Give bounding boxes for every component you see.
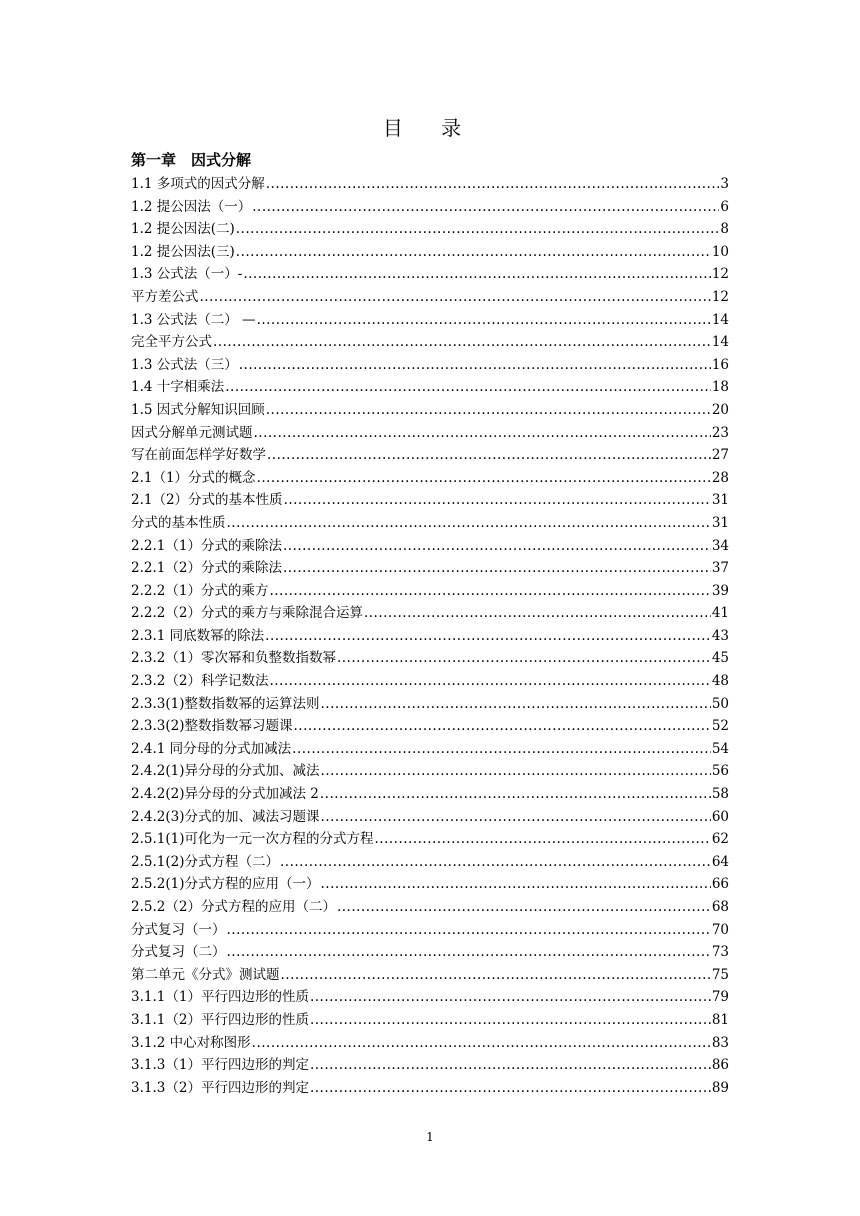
- toc-entry-page: 14: [711, 311, 729, 328]
- toc-entry[interactable]: [131, 941, 729, 964]
- toc-entry-page: 81: [711, 1011, 729, 1028]
- toc-entry[interactable]: [131, 647, 729, 670]
- toc-entry-page: 8: [720, 221, 729, 238]
- dot-leader: [293, 715, 710, 738]
- toc-entry-title: 3.1.3（1）平行四边形的判定: [131, 1057, 309, 1074]
- dot-leader: [320, 760, 710, 783]
- toc-entry[interactable]: [131, 964, 729, 987]
- toc-entry-title: 1.3 公式法（二） —: [131, 311, 256, 328]
- dot-leader: [254, 422, 711, 445]
- toc-entry-page: 50: [711, 695, 729, 712]
- toc-entry-title: 3.1.1（2）平行四边形的性质: [131, 1011, 309, 1028]
- toc-entry-page: 23: [711, 424, 729, 441]
- toc-entry[interactable]: [131, 1009, 729, 1032]
- toc-entry-page: 54: [711, 740, 729, 757]
- toc-entry[interactable]: [131, 557, 729, 580]
- toc-entry-title: 1.4 十字相乘法: [131, 379, 225, 396]
- toc-entry[interactable]: [131, 896, 729, 919]
- toc-entry-page: 31: [711, 492, 729, 509]
- toc-entry-page: 39: [711, 582, 729, 599]
- toc-entry[interactable]: [131, 851, 729, 874]
- dot-leader: [252, 1032, 711, 1055]
- toc-entry-page: 48: [711, 673, 729, 690]
- dot-leader: [267, 444, 711, 467]
- toc-entry[interactable]: [131, 783, 729, 806]
- dot-leader: [227, 941, 711, 964]
- dot-leader: [266, 399, 711, 422]
- toc-entry-title: 2.2.1（2）分式的乘除法: [131, 560, 282, 577]
- dot-leader: [265, 625, 711, 648]
- toc-entry-title: 3.1.3（2）平行四边形的判定: [131, 1079, 309, 1096]
- toc-entry-page: 41: [711, 605, 729, 622]
- toc-entry[interactable]: [131, 422, 729, 445]
- toc-entry-page: 83: [711, 1034, 729, 1051]
- dot-leader: [252, 196, 719, 219]
- dot-leader: [227, 919, 711, 942]
- toc-entry[interactable]: [131, 286, 729, 309]
- toc-entry-page: 12: [711, 266, 729, 283]
- dot-leader: [281, 964, 711, 987]
- toc-entry[interactable]: [131, 693, 729, 716]
- toc-entry-title: 平方差公式: [131, 288, 199, 305]
- toc-entry-page: 86: [711, 1057, 729, 1074]
- chapter-heading: 第一章 因式分解: [131, 151, 252, 169]
- page-title: 目 录: [382, 116, 478, 140]
- dot-leader: [374, 828, 710, 851]
- toc-entry-page: 10: [711, 243, 729, 260]
- toc-entry-page: 64: [711, 853, 729, 870]
- dot-leader: [225, 376, 711, 399]
- toc-entry-title: 2.5.1(1)可化为一元一次方程的分式方程: [131, 831, 374, 848]
- toc-entry[interactable]: [131, 444, 729, 467]
- toc-entry-page: 3: [720, 176, 729, 192]
- toc-entry-title: 第二单元《分式》测试题: [131, 966, 280, 983]
- dot-leader: [227, 512, 711, 535]
- toc-entry-title: 1.3 公式法（一）-: [131, 266, 243, 283]
- toc-entry-page: 27: [711, 447, 729, 464]
- toc-entry-page: 28: [711, 469, 729, 486]
- toc-entry-page: 34: [711, 537, 729, 554]
- dot-leader: [310, 1054, 711, 1077]
- dot-leader: [243, 263, 710, 286]
- toc-entry[interactable]: [131, 806, 729, 829]
- toc-entry[interactable]: [131, 670, 729, 693]
- toc-entry-page: 79: [711, 989, 729, 1006]
- dot-leader: [236, 218, 720, 241]
- toc-entry-title: 1.3 公式法（三）: [131, 356, 238, 373]
- toc-entry[interactable]: [131, 1054, 729, 1077]
- dot-leader: [280, 851, 711, 874]
- toc-entry-page: 60: [711, 808, 729, 825]
- toc-entry-title: 2.3.1 同底数幂的除法: [131, 627, 265, 644]
- toc-entry-page: 43: [711, 627, 729, 644]
- toc-entry-title: 2.5.2(1)分式方程的应用（一）: [131, 876, 320, 893]
- toc-entry[interactable]: [131, 196, 729, 219]
- toc-entry[interactable]: [131, 512, 729, 535]
- toc-entry[interactable]: [131, 489, 729, 512]
- toc-entry[interactable]: [131, 376, 729, 399]
- dot-leader: [310, 1009, 711, 1032]
- toc-entry[interactable]: [131, 331, 729, 354]
- toc-entry-title: 写在前面怎样学好数学: [131, 447, 266, 464]
- toc-entry-page: 58: [711, 786, 729, 803]
- toc-entry-page: 56: [711, 763, 729, 780]
- toc-entry-page: 37: [711, 560, 729, 577]
- toc-entry-page: 75: [711, 966, 729, 983]
- toc-entry-title: 2.4.2(3)分式的加、减法习题课: [131, 808, 320, 825]
- toc-entry-page: 70: [711, 921, 729, 938]
- toc-entry-page: 52: [711, 718, 729, 735]
- dot-leader: [269, 580, 710, 603]
- toc-entry-page: 62: [711, 831, 729, 848]
- toc-entry-page: 18: [711, 379, 729, 396]
- toc-entry[interactable]: [131, 760, 729, 783]
- toc-entry-title: 3.1.1（1）平行四边形的性质: [131, 989, 309, 1006]
- toc-entry-page: 12: [711, 288, 729, 305]
- toc-entry-page: 14: [711, 334, 729, 351]
- toc-entry[interactable]: [131, 399, 729, 422]
- dot-leader: [200, 286, 711, 309]
- toc-entry-title: 完全平方公式: [131, 334, 212, 351]
- toc-entry-title: 1.2 提公因法(三): [131, 243, 235, 260]
- toc-entry-title: 1.2 提公因法（一）: [131, 198, 252, 215]
- toc-entry-title: 2.3.3(2)整数指数幂习题课: [131, 718, 293, 735]
- toc-entry[interactable]: [131, 986, 729, 1009]
- dot-leader: [320, 783, 711, 806]
- toc-entry-title: 1.1 多项式的因式分解: [131, 176, 265, 192]
- toc-entry-title: 2.4.2(2)异分母的分式加减法 2: [131, 786, 319, 803]
- toc-entry[interactable]: [131, 625, 729, 648]
- toc-entry[interactable]: [131, 738, 729, 761]
- dot-leader: [310, 986, 711, 1009]
- toc-entry-title: 2.2.2（1）分式的乘方: [131, 582, 269, 599]
- toc-entry-page: 16: [711, 356, 729, 373]
- toc-entry[interactable]: [131, 828, 729, 851]
- page-number: 1: [426, 1130, 434, 1144]
- toc-entry-page: 68: [711, 899, 729, 915]
- dot-leader: [236, 241, 711, 264]
- toc-entry[interactable]: [131, 218, 729, 241]
- toc-entry-page: 66: [711, 876, 729, 893]
- dot-leader: [310, 1077, 711, 1100]
- toc-entry-title: 2.5.2（2）分式方程的应用（二）: [131, 899, 336, 915]
- dot-leader: [283, 557, 711, 580]
- toc-entry[interactable]: [131, 173, 729, 196]
- dot-leader: [337, 647, 711, 670]
- toc-entry[interactable]: [131, 354, 729, 377]
- toc-entry-title: 2.5.1(2)分式方程（二）: [131, 853, 279, 870]
- toc-entry-title: 分式复习（一）: [131, 921, 226, 938]
- toc-entry[interactable]: [131, 580, 729, 603]
- toc-entry-title: 3.1.2 中心对称图形: [131, 1034, 251, 1051]
- toc-entry-title: 2.3.3(1)整数指数幂的运算法则: [131, 695, 320, 712]
- dot-leader: [266, 173, 720, 196]
- toc-entry-title: 分式复习（二）: [131, 944, 226, 961]
- toc-entry-title: 因式分解单元测试题: [131, 424, 253, 441]
- toc-entry-title: 1.2 提公因法(二): [131, 221, 235, 238]
- toc-entry-title: 1.5 因式分解知识回顾: [131, 401, 265, 418]
- dot-leader: [364, 602, 711, 625]
- toc-entry-page: 73: [711, 944, 729, 961]
- toc-entry[interactable]: [131, 919, 729, 942]
- dot-leader: [320, 806, 710, 829]
- toc-entry-title: 2.2.2（2）分式的乘方与乘除混合运算: [131, 605, 363, 622]
- toc-entry[interactable]: [131, 1077, 729, 1100]
- dot-leader: [269, 670, 710, 693]
- dot-leader: [320, 693, 710, 716]
- table-of-contents: [131, 173, 729, 1099]
- toc-entry[interactable]: [131, 309, 729, 332]
- toc-entry-title: 2.1（2）分式的基本性质: [131, 492, 283, 509]
- dot-leader: [292, 738, 711, 761]
- dot-leader: [257, 467, 711, 490]
- dot-leader: [320, 873, 710, 896]
- dot-leader: [337, 896, 711, 919]
- toc-entry-title: 2.4.2(1)异分母的分式加、减法: [131, 763, 320, 780]
- toc-entry[interactable]: [131, 467, 729, 490]
- toc-entry-title: 2.3.2（1）零次幂和负整数指数幂: [131, 650, 336, 667]
- toc-entry-title: 2.1（1）分式的概念: [131, 469, 256, 486]
- toc-entry-page: 31: [711, 514, 729, 531]
- toc-entry[interactable]: [131, 535, 729, 558]
- toc-entry[interactable]: [131, 873, 729, 896]
- dot-leader: [284, 489, 711, 512]
- toc-entry-title: 分式的基本性质: [131, 514, 226, 531]
- dot-leader: [257, 309, 711, 332]
- toc-entry-page: 89: [711, 1079, 729, 1096]
- dot-leader: [239, 354, 711, 377]
- toc-entry-page: 45: [711, 650, 729, 667]
- toc-entry-title: 2.4.1 同分母的分式加减法: [131, 740, 292, 757]
- toc-entry[interactable]: [131, 715, 729, 738]
- toc-entry-page: 6: [720, 198, 729, 215]
- toc-entry[interactable]: [131, 1032, 729, 1055]
- toc-entry[interactable]: [131, 241, 729, 264]
- dot-leader: [283, 535, 711, 558]
- dot-leader: [213, 331, 711, 354]
- toc-entry-page: 20: [711, 401, 729, 418]
- toc-entry-title: 2.3.2（2）科学记数法: [131, 673, 269, 690]
- toc-entry[interactable]: [131, 602, 729, 625]
- toc-entry[interactable]: [131, 263, 729, 286]
- toc-entry-title: 2.2.1（1）分式的乘除法: [131, 537, 282, 554]
